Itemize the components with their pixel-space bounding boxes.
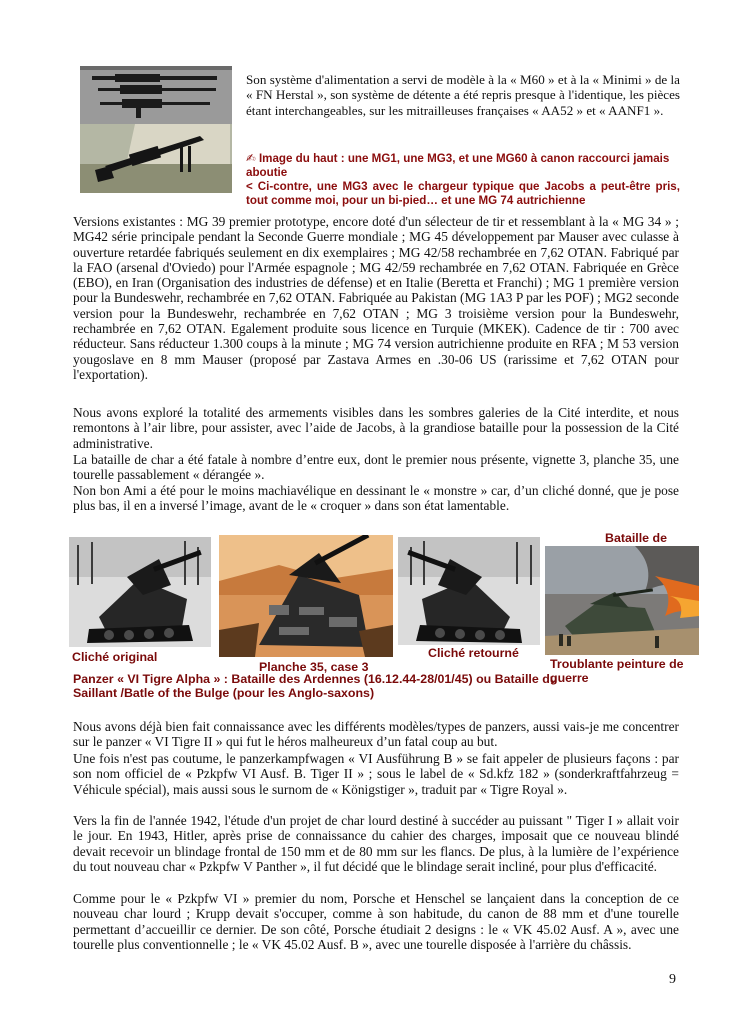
comic-panel — [219, 535, 393, 657]
arrow-left-icon: < — [246, 180, 253, 193]
war-painting — [545, 546, 699, 655]
tank-photo-original — [69, 537, 211, 647]
pointing-hand-icon: ✍ — [246, 152, 256, 165]
image-caption — [246, 152, 680, 208]
painting-label: Troublante peinture de guerre — [550, 657, 684, 685]
caption-line-2: < Ci-contre, une MG3 avec le chargeur typique que Jacobs a peut-être pris, tout comme moi, pour un bi-pied… et une MG 74 autrichienne — [246, 180, 680, 207]
koursk-label: Bataille de — [605, 531, 667, 545]
panzer-caption: Panzer « VI Tigre Alpha » : Bataille des Ardennes (16.12.44-28/01/45) ou Bataille du Saillant /Batle of the Bulge (pour les Anglo-saxons) — [73, 672, 558, 700]
planche-label: Planche 35, case 3 — [259, 660, 369, 674]
machine-gun-photo — [80, 66, 232, 193]
tank-photo-flipped — [398, 537, 540, 645]
coutume-paragraph: Une fois n'est pas coutume, le panzerkampfwagen « VI Ausführung B » se fait appeler de plusieurs façons : par son nom officiel de « Pzkpfw VI Ausf. B. Tiger II » ; sous le label de « Sd.kfz 182 » (sonderkraftfahrzeug = Véhicule spécial), mais aussi sous le surnom de « Königstiger », traduit par « Tigre Royal ». — [73, 751, 679, 797]
connaissance-paragraph: Nous avons déjà bien fait connaissance avec les différents modèles/types de panzers, aussi vais-je me concentrer sur le panzer « VI Tigre II » qui fut le héros malheureux d’un fatal coup au but. — [73, 719, 679, 750]
year-1942-paragraph: Vers la fin de l'année 1942, l'étude d'un projet de char lourd destiné à succéder au puissant " Tiger I » allait voir le jour. En 1943, Hitler, après prise de connaissance du cahier des charges, imposait que ce nouveau blindé devait recevoir un blindage frontal de 150 mm et de 80 mm sur les flancs. De plus, à la lumière de l’expérience du tout nouveau char « Pzkpfw V Panther », il fut décidé que le blindage serait incliné, pour plus d'efficacité. — [73, 813, 679, 874]
page-number: 9 — [669, 972, 676, 987]
ami-paragraph: Non bon Ami a été pour le moins machiavélique en dessinant le « monstre » car, d’un cliché donné, que je pose plus bas, il en a inversé l’image, avant de le « croquer » dans son état lamentable. — [73, 483, 679, 514]
caption-line-1: ✍ Image du haut : une MG1, une MG3, et une MG60 à canon raccourci jamais aboutie — [246, 152, 670, 179]
flipped-label: Cliché retourné — [428, 646, 519, 660]
porsche-paragraph: Comme pour le « Pzkpfw VI » premier du nom, Porsche et Henschel se lançaient dans la conception de ce nouveau char lourd ; Krupp devait s'occuper, comme à son habitude, du canon de 88 mm et d'une tourelle permettant d’accueillir ce dernier. De son côté, Porsche étudiait 2 designs : le « VK 45.02 Ausf. A », avec une tourelle plus conventionnelle ; le « VK 45.02 Ausf. B », avec une tourelle disposée à l'arrière du châssis. — [73, 891, 679, 952]
versions-paragraph: Versions existantes : MG 39 premier prototype, encore doté d'un sélecteur de tir et ressemblant à la « MG 34 » ; MG42 série principale pendant la Seconde Guerre mondiale ; MG 45 développement par Mauser avec culasse à ouverture retardée fabriqués seulement en dix exemplaires ; MG 42/58 rechambrée en 7,62 OTAN. Fabriqué par la FAO (arsenal d'Oviedo) pour l'Armée espagnole ; MG 42/59 rechambrée en 7,62 OTAN. Fabriquée en Grèce (EBO), en Iran (Organisation des industries de défense) et en Italie (Beretta et Franchi) ; MG 1 première version pour la Bundeswehr, rechambrée en 7,62 OTAN. Fabriquée au Pakistan (MG 1A3 P par les POF) ; MG2 seconde version pour la Bundeswehr, rechambrée en 7,62 OTAN ; MG 3 troisième version pour la Bundeswehr, rechambrée en 7,62 OTAN. Egalement produite sous licence en Turquie (MKEK). Cadence de tir : 700 avec réducteur. Sans réducteur 1.300 coups à la minute ; MG 74 version autrichienne produite en RFA ; M 53 version yougoslave en 8 mm Mauser (proposé par Zastava Armes en .30-06 US (rarissime et 7,62 OTAN pour l'exportation). — [73, 214, 679, 382]
explore-paragraph: Nous avons exploré la totalité des armements visibles dans les sombres galeries de la Cité interdite, et nous remontons à l’air libre, pour assister, avec l’aide de Jacobs, à la grandiose bataille pour la possession de la Cité administrative. — [73, 405, 679, 451]
battle-paragraph: La bataille de char a été fatale à nombre d’entre eux, dont le premier nous présente, vignette 3, planche 35, une tourelle passablement « dérangée ». — [73, 452, 679, 483]
intro-paragraph: Son système d'alimentation a servi de modèle à la « M60 » et à la « Minimi » de la « FN Herstal », son système de détente a été repris presque à l'identique, les pièces étant interchangeables, sur les mitrailleuses françaises « AA52 » et « AANF1 ». — [246, 72, 680, 118]
original-label: Cliché original — [72, 650, 158, 664]
